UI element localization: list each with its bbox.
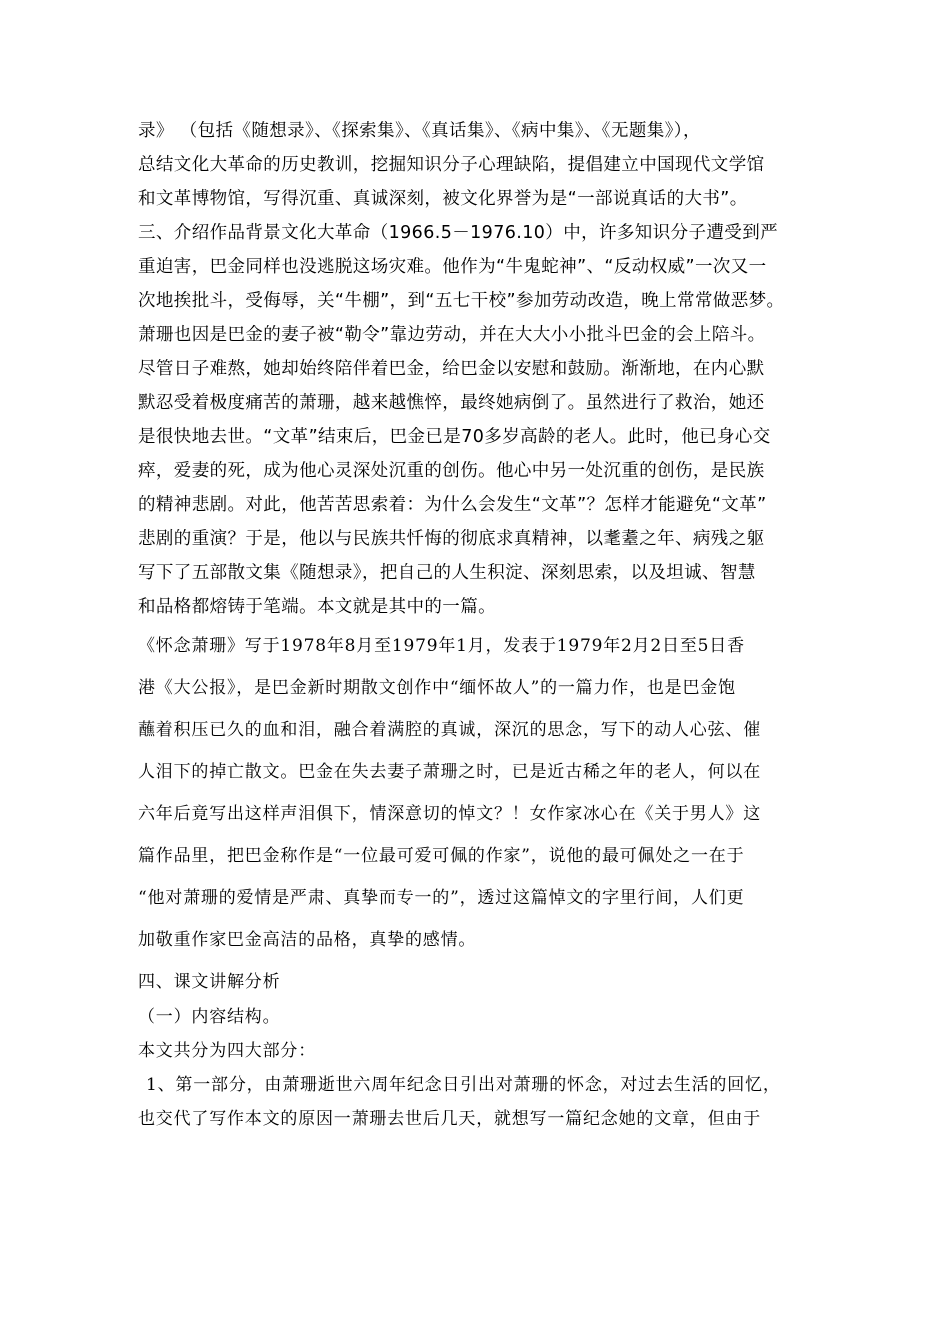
- section-heading-line: 三、介绍作品背景文化大革命（1966.5－1976.10）中，许多知识分子遭受到严: [138, 223, 778, 243]
- text-line: 默忍受着极度痛苦的萧珊，越来越憔悴，最终她病倒了。虽然进行了救治，她还: [138, 393, 765, 413]
- text-line: 《怀念萧珊》写于1978年8月至1979年1月，发表于1979年2月2日至5日香: [138, 636, 745, 656]
- text-line: 加敬重作家巴金高洁的品格，真挚的感情。: [138, 930, 477, 950]
- text-line: 悲剧的重演？于是，他以与民族共忏悔的彻底求真精神，以耄耋之年、病残之躯: [138, 529, 765, 549]
- text-line: “他对萧珊的爱情是严肃、真挚而专一的”，透过这篇悼文的字里行间，人们更: [138, 888, 745, 908]
- text-line: 的精神悲剧。对此，他苦苦思索着：为什么会发生“文革”？怎样才能避免“文革”: [138, 495, 767, 515]
- text-line: 重迫害，巴金同样也没逃脱这场灾难。他作为“牛鬼蛇神”、“反动权威”一次又一: [138, 257, 767, 277]
- text-line: 篇作品里，把巴金称作是“一位最可爱可佩的作家”，说他的最可佩处之一在于: [138, 846, 745, 866]
- text-line: 瘁，爱妻的死，成为他心灵深处沉重的创伤。他心中另一处沉重的创伤，是民族: [138, 461, 765, 481]
- text-line: 尽管日子难熬，她却始终陪伴着巴金，给巴金以安慰和鼓励。渐渐地，在内心默: [138, 359, 765, 379]
- text-line: 和品格都熔铸于笔端。本文就是其中的一篇。: [138, 597, 496, 617]
- text-line: 写下了五部散文集《随想录》，把自己的人生积淀、深刻思索，以及坦诚、智慧: [138, 563, 756, 583]
- subsection-heading-line: （一）内容结构。: [138, 1007, 281, 1027]
- text-line: 是很快地去世。“文革”结束后，巴金已是70多岁高龄的老人。此时，他已身心交: [138, 427, 771, 447]
- text-line: 次地挨批斗，受侮辱，关“牛棚”，到“五七干校”参加劳动改造，晚上常常做恶梦。: [138, 291, 785, 311]
- text-line: 1、第一部分，由萧珊逝世六周年纪念日引出对萧珊的怀念，对过去生活的回忆，: [146, 1075, 781, 1095]
- text-line: 港《大公报》，是巴金新时期散文创作中“缅怀故人”的一篇力作，也是巴金饱: [138, 678, 736, 698]
- text-line: 录》 （包括《随想录》、《探索集》、《真话集》、《病中集》、《无题集》），: [138, 121, 701, 141]
- text-line: 人泪下的掉亡散文。巴金在失去妻子萧珊之时，已是近古稀之年的老人，何以在: [138, 762, 761, 782]
- text-line: 也交代了写作本文的原因一萧珊去世后几天，就想写一篇纪念她的文章，但由于: [138, 1109, 761, 1129]
- text-line: 和文革博物馆，写得沉重、真诚深刻，被文化界誉为是“一部说真话的大书”。: [138, 189, 748, 209]
- text-line: 六年后竟写出这样声泪俱下，情深意切的悼文？！女作家冰心在《关于男人》这: [138, 804, 761, 824]
- text-line: 蘸着积压已久的血和泪，融合着满腔的真诚，深沉的思念，写下的动人心弦、催: [138, 720, 761, 740]
- text-line: 萧珊也因是巴金的妻子被“勒令”靠边劳动，并在大大小小批斗巴金的会上陪斗。: [138, 325, 766, 345]
- text-line: 本文共分为四大部分：: [138, 1041, 316, 1061]
- text-line: 总结文化大革命的历史教训，挖掘知识分子心理缺陷，提倡建立中国现代文学馆: [138, 155, 765, 175]
- section-heading-line: 四、课文讲解分析: [138, 972, 281, 992]
